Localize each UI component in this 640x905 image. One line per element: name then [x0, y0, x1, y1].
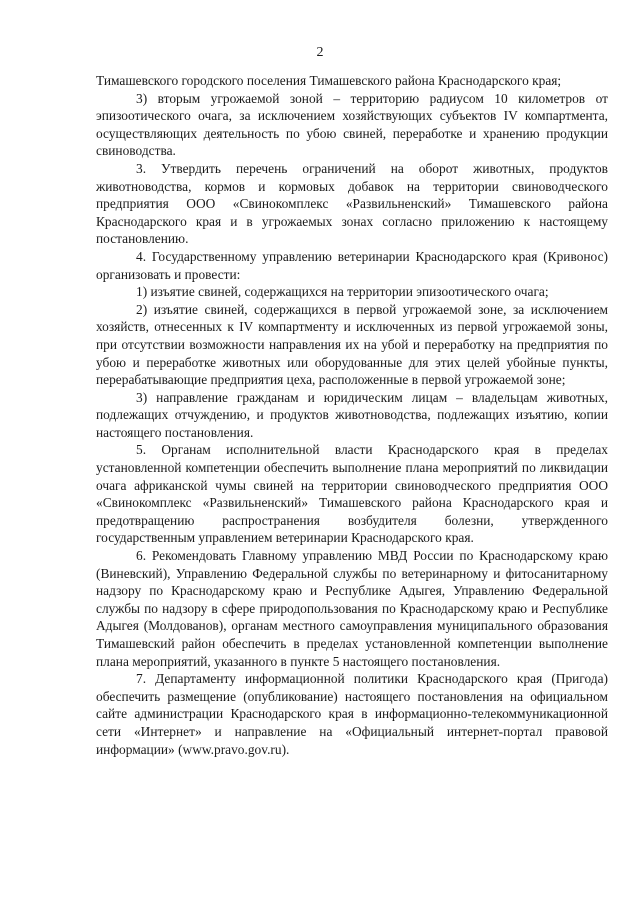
- paragraph-continuation: Тимашевского городского поселения Тимашевского района Краснодарского края;: [96, 73, 562, 88]
- paragraph-item-3-restrictions: 3. Утвердить перечень ограничений на оборот животных, продуктов животноводства, кормов и кормовых добавок на территории свиноводческого предприятия ООО «Свинокомплекс «Развильненский» Тимашевского района Краснодарского края и в угрожаемых зонах согласно приложению к настоящему постановлению.: [96, 160, 608, 247]
- paragraph-item-6-recommendations: 6. Рекомендовать Главному управлению МВД России по Краснодарскому краю (Виневский), Управлению Федеральной службы по ветеринарному и фитосанитарному надзору по Краснодарскому краю и Республике Адыгея, Управлению Федеральной службы по надзору в сфере природопользования по Краснодарскому краю и Республике Адыгея (Молдованов), органам местного самоуправления муниципального образования Тимашевский район обеспечить в пределах установленной компетенции выполнение плана мероприятий, указанного в пункте 5 настоящего постановления.: [96, 548, 608, 669]
- paragraph-item-4-vet-management: 4. Государственному управлению ветеринарии Краснодарского края (Кривонос) организовать и провести:: [96, 248, 608, 282]
- paragraph-item-5-executive-bodies: 5. Органам исполнительной власти Краснодарского края в пределах установленной компетенции обеспечить выполнение плана мероприятий по ликвидации очага африканской чумы свиней на территории свиноводческого предприятия ООО «Свинокомплекс «Развильненский» Тимашевского района Краснодарского края и предотвращению распространения возбудителя болезни, утвержденного государственным управлением ветеринарии Краснодарского края.: [96, 442, 608, 546]
- paragraph-item-4-3-notification: 3) направление гражданам и юридическим лицам – владельцам животных, подлежащих отчуждению, и продуктов животноводства, подлежащих изъятию, копии настоящего постановления.: [96, 389, 608, 440]
- page-number: 2: [316, 45, 324, 60]
- paragraph-item-4-1-seizure: 1) изъятие свиней, содержащихся на территории эпизоотического очага;: [136, 284, 549, 300]
- paragraph-item-4-2-seizure-first-zone: 2) изъятие свиней, содержащихся в первой угрожаемой зоне, за исключением хозяйств, отнесенных к IV компартменту и исключенных из первой угрожаемой зоны, при отсутствии возможности направления их на убой и переработку на предприятия по убою и переработке животных или оборудованные для этих целей убойные пункты, перерабатывающие предприятия цеха, расположенные в первой угрожаемой зоне;: [96, 301, 608, 388]
- document-body: [96, 72, 608, 758]
- paragraph-second-threat-zone: 3) вторым угрожаемой зоной – территорию радиусом 10 километров от эпизоотического очага, за исключением хозяйствующих субъектов IV компартмента, осуществляющих деятельность по убою свиней, переработке и хранению продукции свиноводства.: [96, 90, 608, 159]
- paragraph-item-7-publication: 7. Департаменту информационной политики Краснодарского края (Пригода) обеспечить размещение (опубликование) настоящего постановления на официальном сайте администрации Краснодарского края в информационно-телекоммуникационной сети «Интернет» и направление на «Официальный интернет-портал правовой информации» (www.pravo.gov.ru).: [96, 671, 608, 757]
